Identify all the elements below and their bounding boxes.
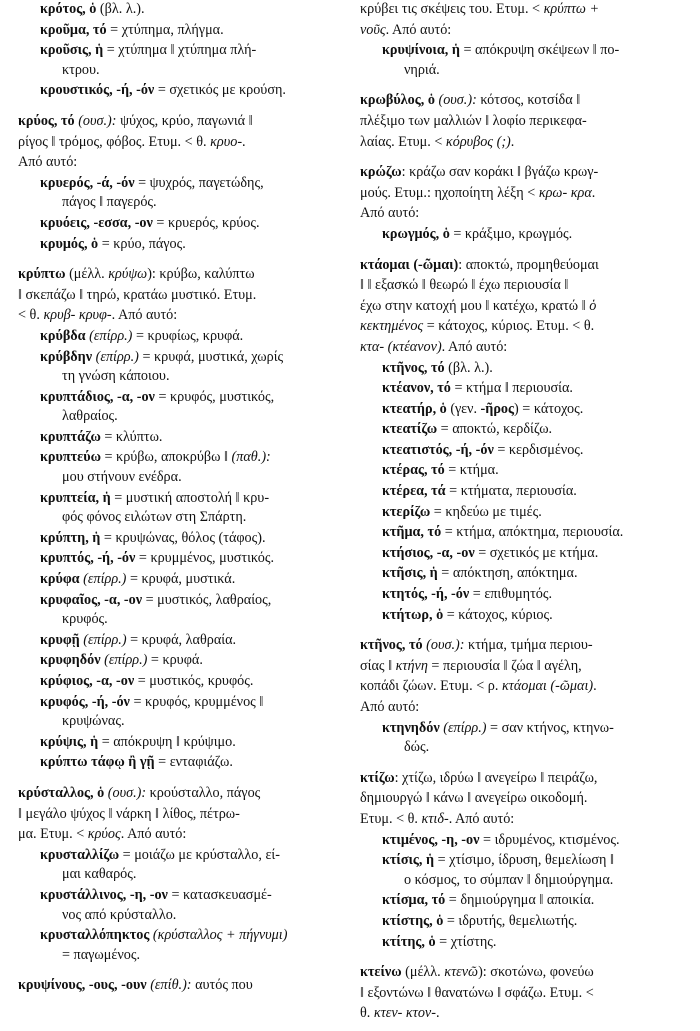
headword: κρύπτω <box>18 266 66 283</box>
definition-text: = κρυφά, μυστικά, χωρίς <box>138 348 284 365</box>
entry-separator <box>18 255 340 265</box>
headword: κρωβύλος, ὁ <box>360 92 435 109</box>
entry-continuation <box>360 657 686 677</box>
definition-text: κρύβει τις σκέψεις του. Ετυμ. < <box>360 1 544 17</box>
definition-text: = κτήματα, περιουσία. <box>445 483 577 500</box>
definition-text: δημιουργώ ‖ κάνω ‖ ανεγείρω οικοδομή. <box>360 790 588 807</box>
headword: κτῆνος, τό <box>382 359 445 376</box>
definition-text: = κάτοχος, κύριος. <box>443 606 553 623</box>
derived-entry <box>40 631 340 651</box>
main-entry <box>18 112 340 132</box>
headword: κρυπτός, -ή, -όν <box>40 550 136 567</box>
definition-text: . <box>510 133 515 150</box>
definition-text: = κρυφά. <box>147 652 203 669</box>
entry-continuation <box>360 677 686 697</box>
definition-text: = κερδισμένος. <box>493 441 584 458</box>
entry-continuation <box>360 276 686 296</box>
main-entry <box>18 265 340 285</box>
italic-note: κρυο- <box>210 133 243 150</box>
headword: κρύφιος, -α, -ον <box>40 673 135 689</box>
entry-separator <box>360 759 686 769</box>
definition-text: ρίγος ‖ τρόμος, φόβος. Ετυμ. < θ. <box>18 133 211 150</box>
derived-entry <box>382 831 686 851</box>
derived-entry <box>40 570 340 590</box>
headword: κτίτης, ὁ <box>382 933 436 950</box>
definition-text: ): κρύβω, καλύπτω <box>147 266 255 283</box>
derived-entry <box>382 225 686 245</box>
definition-text: = κρυερός, κρύος. <box>152 214 260 231</box>
definition-text: κρυφός. <box>62 611 108 628</box>
definition-text: μαι καθαρός. <box>62 866 137 883</box>
definition-text: ο κόσμος, το σύμπαν ‖ δημιούργημα. <box>404 871 614 888</box>
italic-note: (κρύσταλλος + πήγνυμι) <box>149 927 288 944</box>
definition-text: μου στήνουν ενέδρα. <box>62 469 182 486</box>
definition-text: = χτίσιμο, ίδρυση, θεμελίωση ‖ <box>434 852 614 869</box>
derived-entry <box>382 359 686 379</box>
definition-text: έχω στην κατοχή μου ‖ κατέχω, κρατώ ‖ <box>360 297 590 314</box>
definition-text: Ετυμ. < θ. <box>360 810 422 827</box>
italic-note: (επίρρ.) <box>439 719 487 736</box>
definition-text: = σχετικός με κτήμα. <box>474 544 599 561</box>
entry-continuation <box>360 789 686 809</box>
headword: κρύσταλλος, ὁ <box>18 784 105 801</box>
definition-text: = κρυφός, κρυμμένος ‖ <box>129 693 264 710</box>
headword: κτῆμα, τό <box>382 524 442 541</box>
definition-text: = απόκρυψη σκέψεων ‖ πο- <box>459 42 620 59</box>
main-entry <box>18 976 340 996</box>
definition-text: . <box>242 133 246 150</box>
definition-text: κοπάδι ζώων. Ετυμ. < ρ. <box>360 678 502 695</box>
entry-continuation <box>360 0 686 20</box>
derived-entry <box>382 891 686 911</box>
definition-text: μούς. Ετυμ.: ηχοποίητη λέξη < <box>360 184 539 201</box>
headword: κρυπτάζω <box>40 428 101 445</box>
definition-text: = περιουσία ‖ ζώα ‖ αγέλη, <box>427 657 582 674</box>
entry-continuation <box>360 204 686 224</box>
main-entry <box>360 163 686 183</box>
headword: κρυφός, -ή, -όν <box>40 693 130 710</box>
derived-entry <box>382 503 686 523</box>
headword: κροῦσις, ἡ <box>40 42 104 59</box>
definition-text: = χτίστης. <box>435 933 497 950</box>
headword: κρύος, τό <box>18 112 75 129</box>
definition-text: = κρυφά, λαθραία. <box>126 631 237 648</box>
headword: κρυερός, -ά, -όν <box>40 174 135 191</box>
derived-entry <box>40 753 340 773</box>
derived-entry <box>40 651 340 671</box>
derived-entry <box>40 591 340 630</box>
definition-text: θ. <box>360 1005 374 1022</box>
definition-text: = αποκτώ, κερδίζω. <box>437 421 553 438</box>
entry-separator <box>18 102 340 112</box>
entry-continuation <box>360 984 686 1004</box>
headword: κτέανον, τό <box>382 380 451 397</box>
italic-note: κτεν- κτον- <box>373 1005 436 1022</box>
definition-text: = κρυψώνας, θόλος (τάφος). <box>100 529 266 546</box>
definition-text: = κρυφά, μυστικά. <box>126 571 236 588</box>
definition-text: (βλ. λ.). <box>96 1 145 17</box>
definition-text: = κράξιμο, κρωγμός. <box>449 225 573 242</box>
derived-entry <box>40 428 340 448</box>
derived-entry <box>40 348 340 387</box>
italic-note: (ουσ.): <box>422 637 465 654</box>
derived-entry <box>40 235 340 255</box>
italic-note: (επίρρ.) <box>92 348 139 365</box>
entry-separator <box>360 953 686 963</box>
entry-continuation <box>360 1004 686 1024</box>
definition-text: = ψυχρός, παγετώδης, <box>134 174 264 191</box>
italic-note: κτιδ- <box>421 810 449 827</box>
entry-separator <box>360 153 686 163</box>
definition-text: = σαν κτήνος, κτηνω- <box>486 719 614 736</box>
headword: κρύφα <box>40 571 80 588</box>
headword: κτῆνος, τό <box>360 637 423 654</box>
definition-text: σίας ‖ <box>360 657 396 674</box>
derived-entry <box>382 606 686 626</box>
headword: κτήτωρ, ὁ <box>382 606 444 623</box>
headword: κτητός, -ή, -όν <box>382 586 470 603</box>
headword: κτίζω <box>360 769 395 786</box>
headword: κρυπτεύω <box>40 449 101 466</box>
definition-text: κρούσταλλο, πάγος <box>146 784 261 801</box>
definition-text: ) = κάτοχος. <box>514 400 584 417</box>
definition-text: Από αυτό: <box>360 699 420 715</box>
headword: κρυπτάδιος, -α, -ον <box>40 388 155 405</box>
headword: κρυσταλλόπηκτος <box>40 927 150 944</box>
main-entry <box>360 91 686 111</box>
definition-text: (βλ. λ.). <box>444 359 493 376</box>
definition-text: ‖ ‖ εξασκώ ‖ θεωρώ ‖ έχω περιουσία ‖ <box>360 277 569 294</box>
italic-note: (παθ.): <box>231 449 271 466</box>
headword: κρύβδα <box>40 327 86 344</box>
entry-continuation <box>18 825 340 845</box>
right-column <box>360 0 686 1025</box>
headword: κρύβδην <box>40 348 93 365</box>
italic-note: ὁ <box>589 297 597 314</box>
italic-note: κεκτημένος <box>360 318 424 335</box>
italic-note: κτάομαι (-ῶμαι) <box>501 678 594 695</box>
derived-entry <box>40 448 340 487</box>
italic-note: κρω- κρα <box>538 184 592 201</box>
entry-separator <box>360 81 686 91</box>
headword: κρωγμός, ὁ <box>382 225 450 242</box>
definition-text: ): σκοτώνω, φονεύω <box>478 964 594 981</box>
definition-text: . Από αυτό: <box>111 307 178 324</box>
entry-continuation <box>360 698 686 718</box>
definition-text: κτήμα, τμήμα περιου- <box>464 637 593 654</box>
derived-entry <box>40 21 340 41</box>
definition-text: . Από αυτό: <box>385 21 452 38</box>
definition-text: . Από αυτό: <box>448 810 515 827</box>
entry-continuation <box>18 133 340 153</box>
derived-entry <box>40 549 340 569</box>
headword: κτερίζω <box>382 503 431 520</box>
entry-separator <box>18 966 340 976</box>
entry-continuation <box>360 21 686 41</box>
italic-note: κρυβ- κρυφ- <box>43 307 112 324</box>
headword: κτίστης, ὁ <box>382 912 444 929</box>
headword: κροῦμα, τό <box>40 21 107 38</box>
italic-note: κρύος <box>87 826 121 843</box>
derived-entry <box>40 41 340 80</box>
definition-text: κότσος, κοτσίδα ‖ <box>476 92 581 109</box>
definition-text: = ιδρυμένος, κτισμένος. <box>479 831 620 848</box>
definition-text: = κρυφός, μυστικός, <box>154 388 275 405</box>
definition-text: ψύχος, κρύο, παγωνιά ‖ <box>116 112 253 129</box>
definition-text: (μέλλ. <box>401 964 445 981</box>
definition-text: = απόκτηση, απόκτημα. <box>437 565 578 582</box>
definition-text: = μοιάζω με κρύσταλλο, εί- <box>119 846 280 863</box>
italic-note: κτενῶ <box>444 964 479 981</box>
derived-entry <box>382 912 686 932</box>
definition-text: = κρυμμένος, μυστικός. <box>135 550 274 567</box>
definition-text: φός φόνος ειλώτων στη Σπάρτη. <box>62 509 247 526</box>
headword: κτιμένος, -η, -ον <box>382 831 480 848</box>
definition-text: = δημιούργημα ‖ αποικία. <box>445 892 595 909</box>
definition-text: = κτήμα ‖ περιουσία. <box>450 380 573 397</box>
italic-note: (ουσ.): <box>74 112 117 129</box>
headword: κτείνω <box>360 964 402 981</box>
italic-note: (ουσ.): <box>104 784 147 801</box>
definition-text: : χτίζω, ιδρύω ‖ ανεγείρω ‖ πειράζω, <box>394 769 598 786</box>
definition-text: < θ. <box>18 307 44 324</box>
entry-continuation <box>360 297 686 317</box>
definition-text: πλέξιμο των μαλλιών ‖ λοφίο περικεφα- <box>360 112 587 129</box>
italic-note: κρύπτω + <box>543 1 600 17</box>
definition-text: : κράζω σαν κοράκι ‖ βγάζω κρωγ- <box>401 164 599 181</box>
entry-separator <box>18 774 340 784</box>
derived-entry <box>382 400 686 420</box>
entry-continuation <box>360 317 686 337</box>
derived-entry <box>382 585 686 605</box>
italic-note: (επίρρ.) <box>79 631 127 648</box>
headword: κρυόεις, -εσσα, -ον <box>40 214 153 231</box>
definition-text: ‖ σκεπάζω ‖ τηρώ, κρατάω μυστικό. Ετυμ. <box>18 286 257 303</box>
definition-text: (μέλλ. <box>65 266 109 283</box>
derived-entry <box>40 0 340 20</box>
definition-text: νος από κρύσταλλο. <box>62 906 177 923</box>
entry-continuation <box>18 306 340 326</box>
italic-note: (επίρρ.) <box>100 652 148 669</box>
italic-note: κόρυβος (;) <box>445 133 511 150</box>
definition-text: = ιδρυτής, θεμελιωτής. <box>443 912 578 929</box>
derived-entry <box>40 388 340 427</box>
derived-entry <box>40 81 340 101</box>
headword: κτεατήρ, ὁ <box>382 400 447 417</box>
derived-entry <box>382 41 686 80</box>
main-entry <box>360 636 686 656</box>
definition-text: κρυψώνας. <box>62 713 125 730</box>
derived-entry <box>382 379 686 399</box>
definition-text: = παγωμένος. <box>62 946 140 963</box>
headword: κτέρεα, τά <box>382 483 446 500</box>
definition-text: = επιθυμητός. <box>469 586 553 603</box>
headword: κρώζω <box>360 164 402 181</box>
italic-note: κτα- (κτέανον) <box>360 338 442 355</box>
headword: κρότος, ὁ <box>40 1 97 17</box>
headword: -ῆρος <box>480 400 514 417</box>
headword: κρύπτη, ἡ <box>40 529 101 546</box>
derived-entry <box>40 327 340 347</box>
headword: κτίσμα, τό <box>382 892 446 909</box>
definition-text: = σχετικός με κρούση. <box>154 82 286 99</box>
headword: κρύπτω τάφῳ ἢ γῇ <box>40 754 155 771</box>
headword: κρυσταλλίζω <box>40 846 120 863</box>
definition-text: Από αυτό: <box>360 205 420 222</box>
entry-separator <box>360 626 686 636</box>
definition-text: ‖ εξοντώνω ‖ θανατώνω ‖ σφάζω. Ετυμ. < <box>360 984 594 1001</box>
headword: κτεατίζω <box>382 421 438 438</box>
main-entry <box>360 963 686 983</box>
derived-entry <box>40 733 340 753</box>
italic-note: κτήνη <box>395 657 428 674</box>
definition-text: : αποκτώ, προμηθεύομαι <box>458 256 599 273</box>
definition-text: λαθραίος. <box>62 408 118 425</box>
derived-entry <box>382 933 686 953</box>
derived-entry <box>40 489 340 528</box>
italic-note: (επίρρ.) <box>79 571 127 588</box>
headword: κρύψις, ἡ <box>40 733 99 750</box>
definition-text: = κλύπτω. <box>100 428 163 445</box>
definition-text: = κρύο, πάγος. <box>98 235 186 252</box>
headword: κτίσις, ἡ <box>382 852 435 869</box>
main-entry <box>360 769 686 789</box>
headword: κρουστικός, -ή, -όν <box>40 82 155 99</box>
entry-continuation <box>360 133 686 153</box>
italic-note: νοῦς <box>360 21 386 38</box>
headword: κρυμός, ὁ <box>40 235 99 252</box>
italic-note: κρύψω <box>108 266 148 283</box>
headword: κρυφηδόν <box>40 652 101 669</box>
headword: κτέρας, τό <box>382 462 445 479</box>
derived-entry <box>40 174 340 213</box>
derived-entry <box>382 564 686 584</box>
main-entry <box>18 784 340 804</box>
definition-text: . <box>593 678 597 695</box>
derived-entry <box>40 214 340 234</box>
definition-text: . Από αυτό: <box>441 338 508 355</box>
headword: κτηνηδόν <box>382 719 440 736</box>
definition-text: = μυστικός, κρυφός. <box>134 673 254 689</box>
entry-separator <box>360 246 686 256</box>
derived-entry <box>382 523 686 543</box>
definition-text: . <box>435 1005 440 1022</box>
definition-text: νηριά. <box>404 61 440 78</box>
definition-text: (γεν. <box>446 400 481 417</box>
derived-entry <box>382 719 686 758</box>
entry-continuation <box>18 286 340 306</box>
definition-text: = κατασκευασμέ- <box>167 886 272 903</box>
definition-text: Από αυτό: <box>18 154 78 171</box>
definition-text: = κηδεύω με τιμές. <box>430 503 542 520</box>
derived-entry <box>382 461 686 481</box>
main-entry <box>360 256 686 276</box>
definition-text: = μυστικός, λαθραίος, <box>142 591 272 608</box>
derived-entry <box>40 846 340 885</box>
entry-continuation <box>18 153 340 173</box>
definition-text: ‖ μεγάλο ψύχος ‖ νάρκη ‖ λίθος, πέτρω- <box>18 805 240 822</box>
headword: κρυστάλλινος, -η, -ον <box>40 886 168 903</box>
definition-text: αυτός που <box>191 977 253 994</box>
italic-note: (επίρρ.) <box>85 327 133 344</box>
definition-text: κτρου. <box>62 61 100 78</box>
definition-text: = κρυφίως, κρυφά. <box>132 327 244 344</box>
definition-text: = απόκρυψη ‖ κρύψιμο. <box>98 733 236 750</box>
italic-note: (επίθ.): <box>146 977 192 994</box>
derived-entry <box>382 420 686 440</box>
entry-continuation <box>360 810 686 830</box>
entry-continuation <box>360 184 686 204</box>
definition-text: = ενταφιάζω. <box>154 754 233 771</box>
definition-text: = χτύπημα ‖ χτύπημα πλή- <box>103 42 257 59</box>
derived-entry <box>40 529 340 549</box>
left-column <box>18 0 340 997</box>
definition-text: = κτήμα. <box>444 462 499 479</box>
definition-text: τη γνώση κάποιου. <box>62 368 170 385</box>
headword: κτήσιος, -α, -ον <box>382 544 475 561</box>
derived-entry <box>40 926 340 965</box>
entry-continuation <box>360 112 686 132</box>
derived-entry <box>40 693 340 732</box>
definition-text: . <box>591 184 596 201</box>
headword: κτάομαι (-ῶμαι) <box>360 256 459 273</box>
italic-note: (ουσ.): <box>434 92 477 109</box>
headword: κτεατιστός, -ή, -όν <box>382 441 494 458</box>
headword: κρυψίνοια, ἡ <box>382 42 460 59</box>
definition-text: μα. Ετυμ. < <box>18 826 88 843</box>
derived-entry <box>382 544 686 564</box>
derived-entry <box>382 441 686 461</box>
definition-text: = μυστική αποστολή ‖ κρυ- <box>110 489 270 506</box>
headword: κτῆσις, ἡ <box>382 565 438 582</box>
definition-text: = κρύβω, αποκρύβω ‖ <box>100 449 232 466</box>
derived-entry <box>382 851 686 890</box>
definition-text: λαίας. Ετυμ. < <box>360 133 446 150</box>
definition-text: = χτύπημα, πλήγμα. <box>106 21 224 38</box>
definition-text: = κάτοχος, κύριος. Ετυμ. < θ. <box>423 318 595 335</box>
definition-text: πάγος ‖ παγερός. <box>62 194 157 211</box>
derived-entry <box>40 672 340 692</box>
headword: κρυφῇ <box>40 631 80 648</box>
derived-entry <box>40 886 340 925</box>
headword: κρυπτεία, ἡ <box>40 489 111 506</box>
headword: κρυφαῖος, -α, -ον <box>40 591 143 608</box>
entry-continuation <box>18 805 340 825</box>
definition-text: = κτήμα, απόκτημα, περιουσία. <box>441 524 624 541</box>
definition-text: . Από αυτό: <box>120 826 187 843</box>
entry-continuation <box>360 338 686 358</box>
definition-text: δώς. <box>404 739 430 756</box>
headword: κρυψίνους, -ους, -ουν <box>18 977 147 994</box>
derived-entry <box>382 482 686 502</box>
